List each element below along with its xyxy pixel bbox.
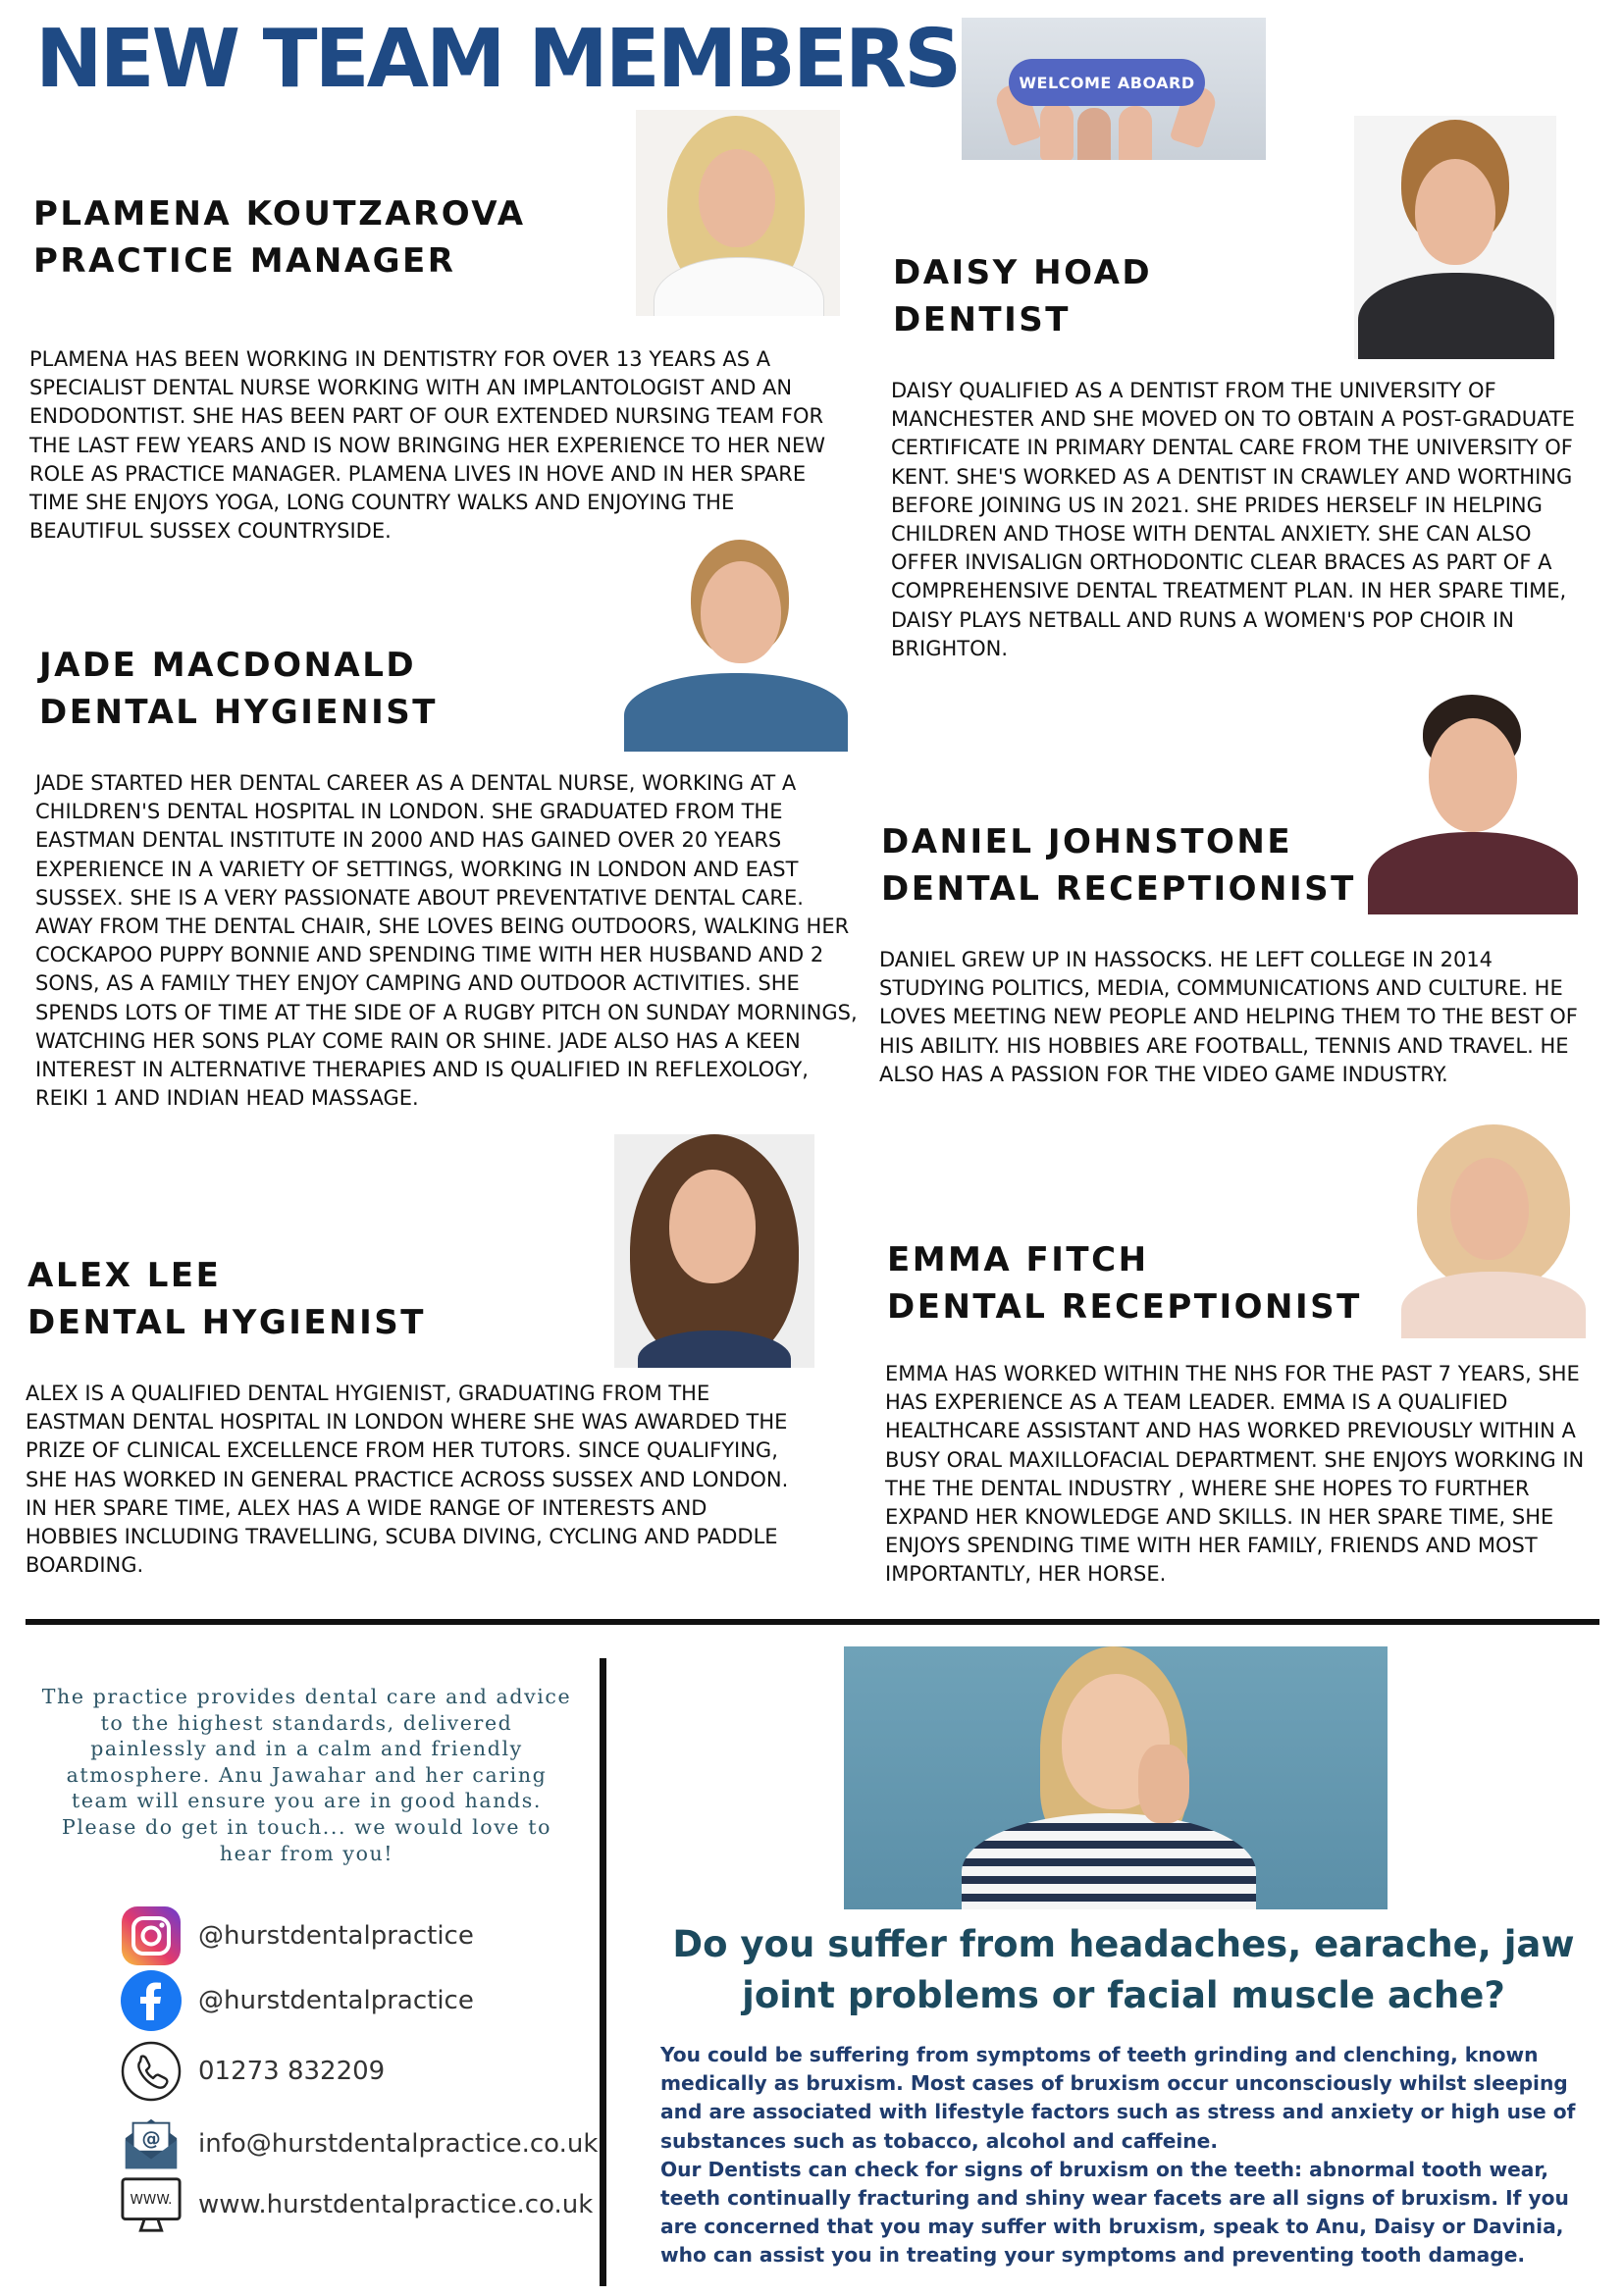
- daisy-bio: DAISY QUALIFIED AS A DENTIST FROM THE UNIVERSITY OF MANCHESTER AND SHE MOVED ON TO OBTAIN A POST-GRADUATE CERTIFICATE IN PRIMARY DENTAL CARE FROM THE UNIVERSITY OF KENT. SHE'S WORKED AS A DENTIST IN CRAWLEY AND WORTHING BEFORE JOINING US IN 2021. SHE PRIDES HERSELF IN HELPING CHILDREN AND THOSE WITH DENTAL ANXIETY. SHE CAN ALSO OFFER INVISALIGN ORTHODONTIC CLEAR BRACES AS PART OF A COMPREHENSIVE DENTAL TREATMENT PLAN. IN HER SPARE TIME, DAISY PLAYS NETBALL AND RUNS A WOMEN'S POP CHOIR IN BRIGHTON.: [891, 379, 1575, 660]
- facebook-handle: @hurstdentalpractice: [198, 1986, 474, 2015]
- jade-name: JADE MACDONALD: [39, 646, 417, 685]
- plamena-bio: PLAMENA HAS BEEN WORKING IN DENTISTRY FOR OVER 13 YEARS AS A SPECIALIST DENTAL NURSE WORKING WITH AN IMPLANTOLOGIST AND AN ENDODONTIST. SHE HAS BEEN PART OF OUR EXTENDED NURSING TEAM FOR THE LAST FEW YEARS AND IS NOW BRINGING HER EXPERIENCE TO HER NEW ROLE AS PRACTICE MANAGER. PLAMENA LIVES IN HOVE AND IN HER SPARE TIME SHE ENJOYS YOGA, LONG COUNTRY WALKS AND ENJOYING THE BEAUTIFUL SUSSEX COUNTRYSIDE.: [29, 347, 825, 544]
- bruxism-paragraph-1: You could be suffering from symptoms of teeth grinding and clenching, known medically as bruxism. Most cases of bruxism occur unconsciously whilst sleeping and are associated with lifestyle factors such as stress and anxiety or high use of substances such as tobacco, alcohol and caffeine.: [660, 2043, 1576, 2153]
- facebook-contact[interactable]: [120, 1966, 474, 2035]
- instagram-contact[interactable]: [120, 1902, 474, 1970]
- bruxism-info: [660, 2041, 1602, 2270]
- jaw-pain-woman-image: [844, 1646, 1388, 1909]
- plamena-role: PRACTICE MANAGER: [33, 241, 456, 281]
- phone-icon: [120, 2040, 183, 2103]
- alex-role: DENTAL HYGIENIST: [27, 1303, 426, 1342]
- welcome-aboard-image: [962, 18, 1266, 160]
- plamena-photo: [636, 110, 840, 316]
- jade-photo: [620, 540, 850, 752]
- section-divider: [26, 1619, 1599, 1625]
- practice-intro: The practice provides dental care and advice to the highest standards, delivered painlessly and in a calm and friendly atmosphere. Anu Jawahar and her caring team will ensure you are in good hands. Please do get in touch... we would love to hear from you!: [41, 1685, 572, 1865]
- instagram-icon: [120, 1905, 183, 1967]
- instagram-handle: @hurstdentalpractice: [198, 1921, 474, 1951]
- alex-bio: ALEX IS A QUALIFIED DENTAL HYGIENIST, GRADUATING FROM THE EASTMAN DENTAL HOSPITAL IN LONDON WHERE SHE WAS AWARDED THE PRIZE OF CLINICAL EXCELLENCE FROM HER TUTORS. SINCE QUALIFYING, SHE HAS WORKED IN GENERAL PRACTICE ACROSS SUSSEX AND LONDON. IN HER SPARE TIME, ALEX HAS A WIDE RANGE OF INTERESTS AND HOBBIES INCLUDING TRAVELLING, SCUBA DIVING, CYCLING AND PADDLE BOARDING.: [26, 1382, 789, 1578]
- email-icon: [120, 2113, 183, 2175]
- emma-photo: [1397, 1124, 1586, 1338]
- facebook-icon: [120, 1969, 183, 2032]
- alex-name: ALEX LEE: [27, 1256, 222, 1295]
- bruxism-paragraph-2: Our Dentists can check for signs of bruxism on the teeth: abnormal tooth wear, teeth continually fracturing and shiny wear facets are all signs of bruxism. If you are concerned that you may suffer with bruxism, speak to Anu, Daisy or Davinia, who can assist you in treating your symptoms and preventing tooth damage.: [660, 2157, 1569, 2268]
- emma-bio: EMMA HAS WORKED WITHIN THE NHS FOR THE PAST 7 YEARS, SHE HAS EXPERIENCE AS A TEAM LEADER. EMMA IS A QUALIFIED HEALTHCARE ASSISTANT AND HAS WORKED PREVIOUSLY WITHIN A BUSY ORAL MAXILLOFACIAL DEPARTMENT. SHE ENJOYS WORKING IN THE THE DENTAL INDUSTRY , WHERE SHE HOPES TO FURTHER EXPAND HER KNOWLEDGE AND SKILLS. IN HER SPARE TIME, SHE ENJOYS SPENDING TIME WITH HER FAMILY, FRIENDS AND MOST IMPORTANTLY, HER HORSE.: [885, 1362, 1585, 1587]
- daniel-bio: DANIEL GREW UP IN HASSOCKS. HE LEFT COLLEGE IN 2014 STUDYING POLITICS, MEDIA, COMMUNICATIONS AND CULTURE. HE LOVES MEETING NEW PEOPLE AND HELPING THEM TO THE BEST OF HIS ABILITY. HIS HOBBIES ARE FOOTBALL, TENNIS AND TRAVEL. HE ALSO HAS A PASSION FOR THE VIDEO GAME INDUSTRY.: [879, 948, 1578, 1086]
- daniel-role: DENTAL RECEPTIONIST: [881, 869, 1356, 909]
- column-divider: [600, 1658, 606, 2286]
- emma-name: EMMA FITCH: [887, 1240, 1149, 1279]
- phone-contact[interactable]: [120, 2037, 385, 2106]
- daniel-photo: [1368, 695, 1578, 914]
- svg-text:@: @: [141, 2126, 161, 2150]
- alex-photo: [614, 1134, 814, 1368]
- website-url: www.hurstdentalpractice.co.uk: [198, 2190, 594, 2219]
- jade-role: DENTAL HYGIENIST: [39, 693, 438, 732]
- bruxism-question: Do you suffer from headaches, earache, jaw joint problems or facial muscle ache?: [672, 1923, 1575, 2016]
- daniel-name: DANIEL JOHNSTONE: [881, 822, 1293, 861]
- phone-number: 01273 832209: [198, 2057, 386, 2086]
- daisy-photo: [1354, 116, 1556, 359]
- website-contact[interactable]: [120, 2170, 593, 2239]
- website-icon-label: WWW.: [130, 2192, 173, 2209]
- welcome-bubble: WELCOME ABOARD: [1009, 59, 1205, 106]
- email-address: info@hurstdentalpractice.co.uk: [198, 2129, 599, 2159]
- jade-bio: JADE STARTED HER DENTAL CAREER AS A DENTAL NURSE, WORKING AT A CHILDREN'S DENTAL HOSPITAL IN LONDON. SHE GRADUATED FROM THE EASTMAN DENTAL INSTITUTE IN 2000 AND HAS GAINED OVER 20 YEARS EXPERIENCE IN A VARIETY OF SETTINGS, WORKING IN LONDON AND EAST SUSSEX. SHE IS A VERY PASSIONATE ABOUT PREVENTATIVE DENTAL CARE. AWAY FROM THE DENTAL CHAIR, SHE LOVES BEING OUTDOORS, WALKING HER COCKAPOO PUPPY BONNIE AND SPENDING TIME WITH HER HUSBAND AND 2 SONS, AS A FAMILY THEY ENJOY CAMPING AND OUTDOOR ACTIVITIES. SHE SPENDS LOTS OF TIME AT THE SIDE OF A RUGBY PITCH ON SUNDAY MORNINGS, WATCHING HER SONS PLAY COME RAIN OR SHINE. JADE ALSO HAS A KEEN INTEREST IN ALTERNATIVE THERAPIES AND IS QUALIFIED IN REFLEXOLOGY, REIKI 1 AND INDIAN HEAD MASSAGE.: [35, 771, 858, 1111]
- email-contact[interactable]: [120, 2110, 598, 2178]
- plamena-name: PLAMENA KOUTZAROVA: [33, 194, 526, 234]
- emma-role: DENTAL RECEPTIONIST: [887, 1287, 1362, 1327]
- daisy-role: DENTIST: [893, 300, 1071, 339]
- website-icon: [120, 2173, 183, 2236]
- daisy-name: DAISY HOAD: [893, 253, 1153, 292]
- page-title: NEW TEAM MEMBERS: [35, 13, 960, 106]
